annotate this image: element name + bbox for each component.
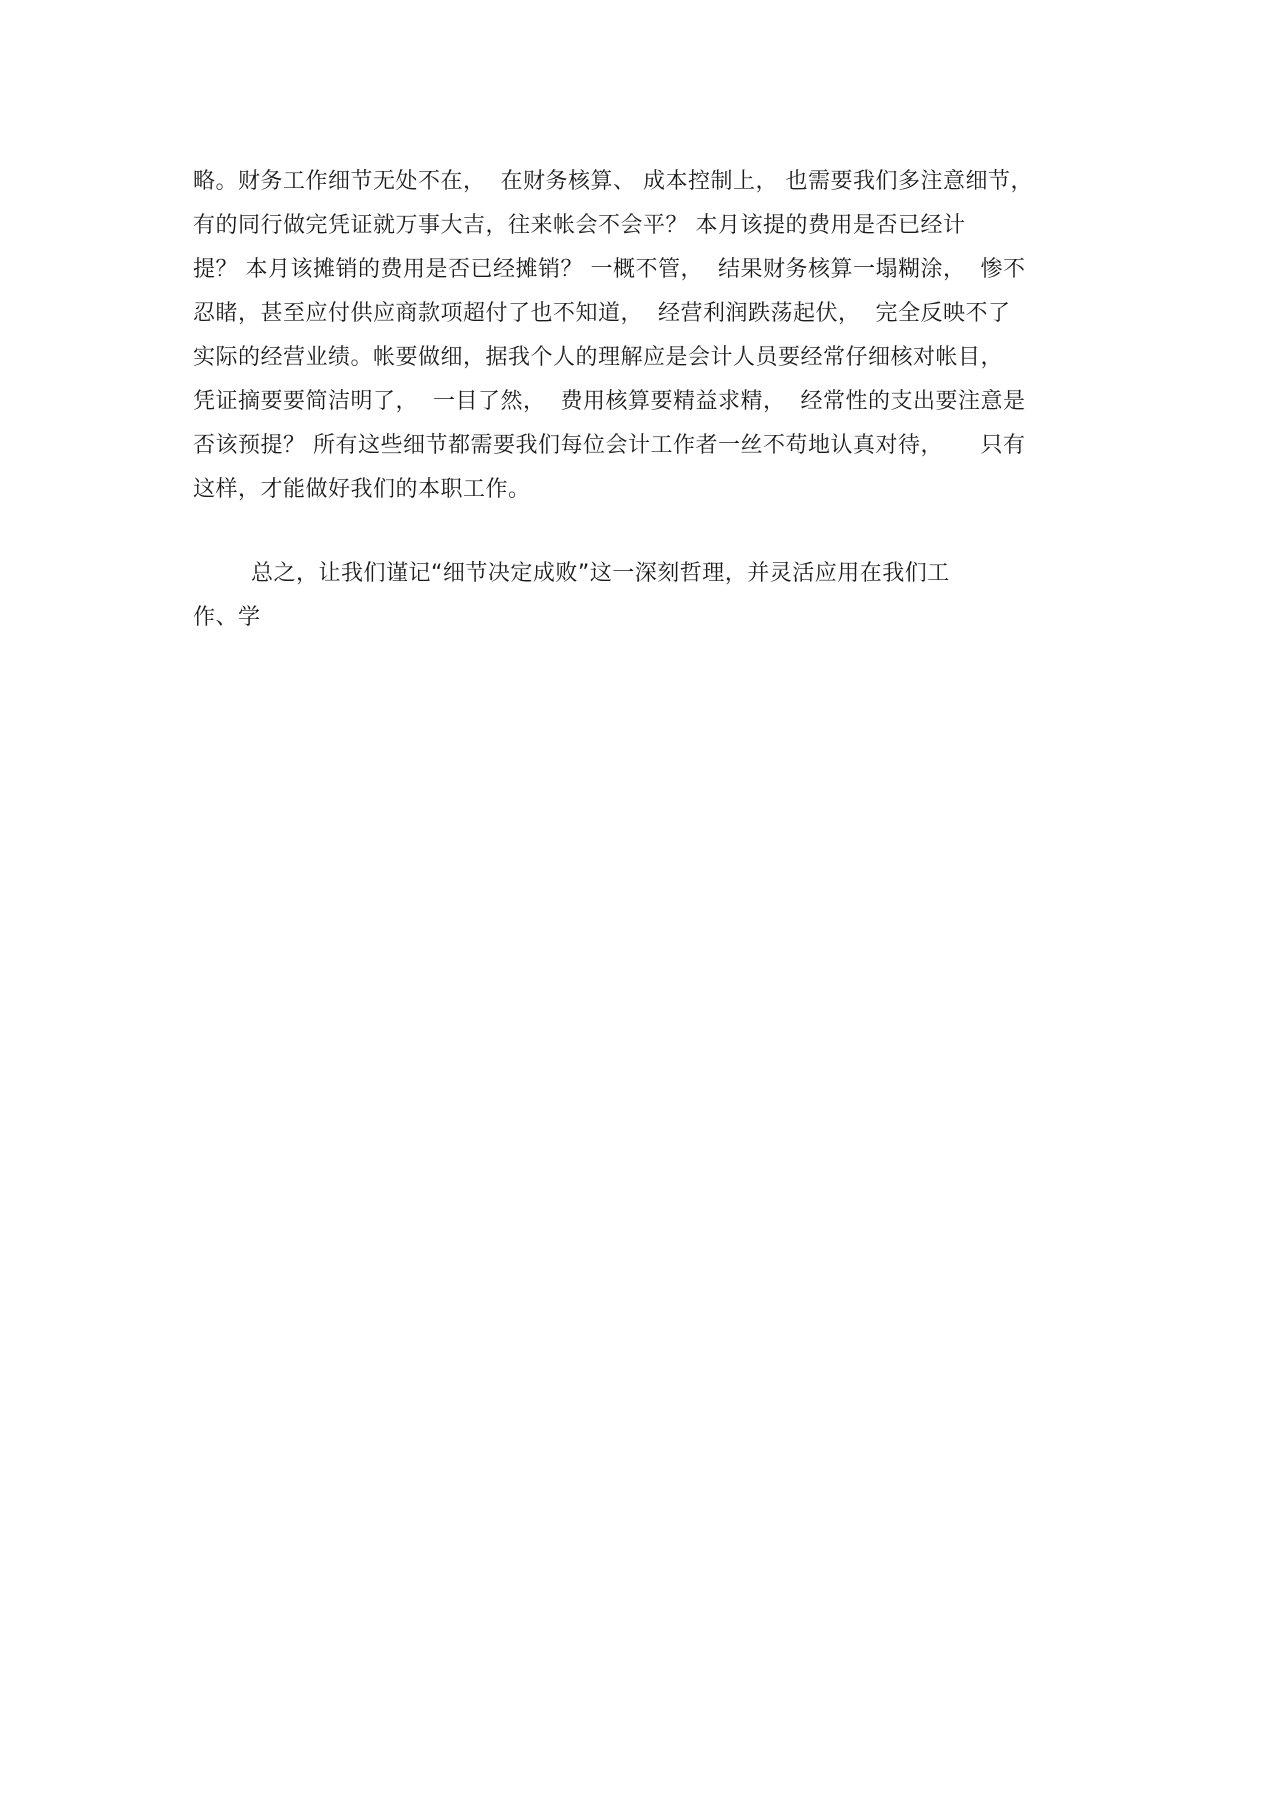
- paragraph-1-line-2: 有的同行做完凭证就万事大吉，往来帐会不会平？ 本月该提的费用是否已经计: [193, 213, 966, 238]
- paragraph-2-line-1: 总之，让我们谨记“细节决定成败”这一深刻哲理，并灵活应用在我们工: [251, 561, 950, 586]
- paragraph-1-line-1: 略。财务工作细节无处不在， 在财务核算、 成本控制上， 也需要我们多注意细节，: [193, 169, 1033, 194]
- paragraph-2-line-2: 作、学: [193, 605, 261, 630]
- paragraph-1-line-3: 提？ 本月该摊销的费用是否已经摊销？ 一概不管， 结果财务核算一塌糊涂， 惨不: [193, 257, 1026, 282]
- paragraph-1-line-8: 这样，才能做好我们的本职工作。: [193, 477, 531, 502]
- paragraph-1-line-6: 凭证摘要要简洁明了， 一目了然， 费用核算要精益求精， 经常性的支出要注意是: [193, 389, 1026, 414]
- paragraph-1-line-7: 否该预提？ 所有这些细节都需要我们每位会计工作者一丝不苟地认真对待， 只有: [193, 433, 1026, 458]
- paragraph-1-line-5: 实际的经营业绩。帐要做细，据我个人的理解应是会计人员要经常仔细核对帐目，: [193, 345, 1004, 370]
- paragraph-1-line-4: 忍睹，甚至应付供应商款项超付了也不知道， 经营利润跌荡起伏， 完全反映不了: [193, 301, 1011, 326]
